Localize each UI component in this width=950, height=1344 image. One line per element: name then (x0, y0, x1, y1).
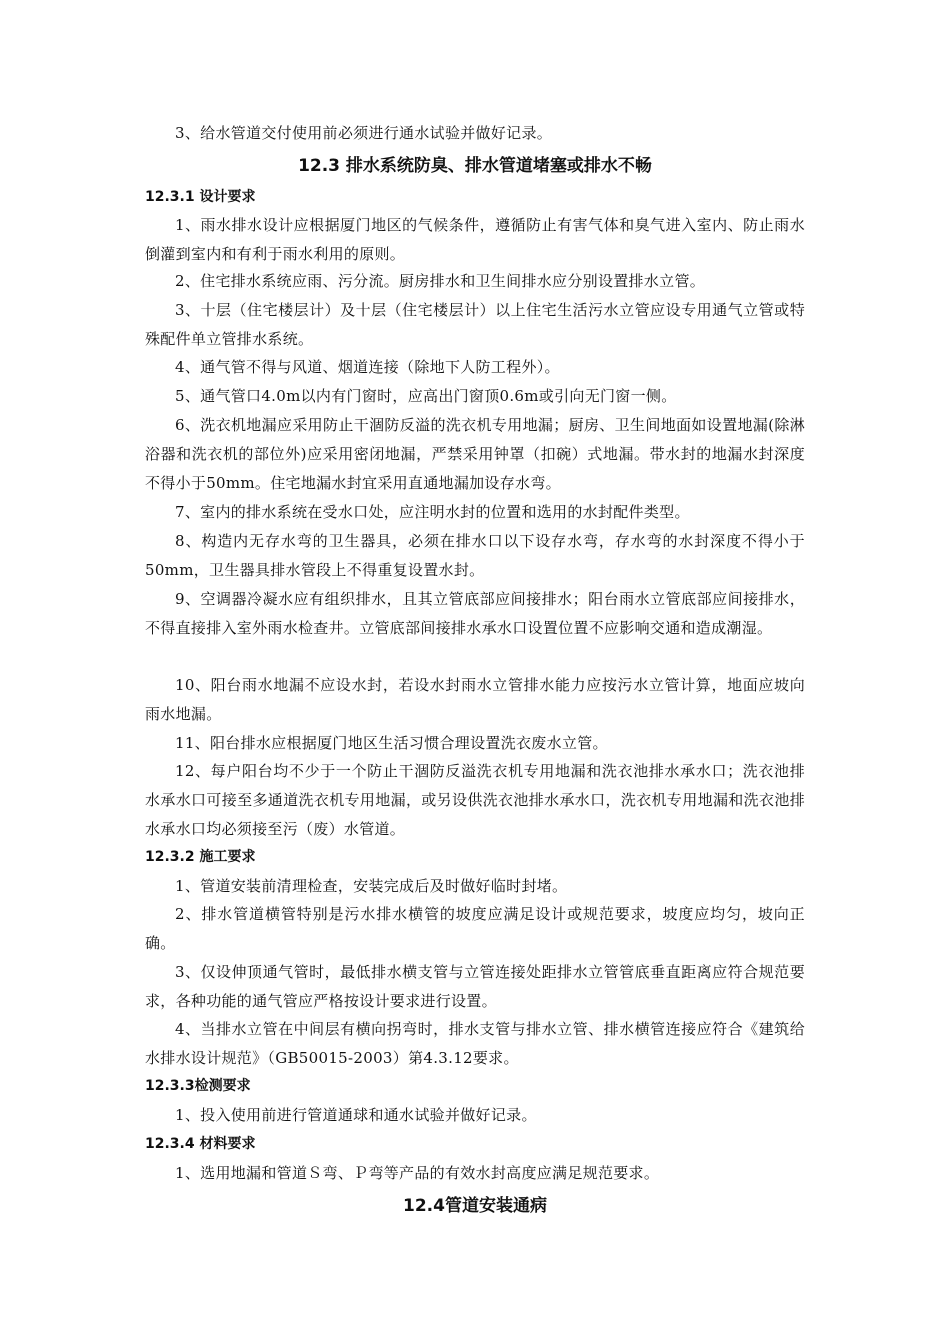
construction-item-3: 3、仅设伸顶通气管时，最低排水横支管与立管连接处距排水立管管底垂直距离应符合规范要求，各种功能的通气管应严格按设计要求进行设置。 (145, 963, 805, 1010)
subheading-12-3-2: 12.3.2 施工要求 (145, 849, 256, 865)
subheading-12-3-4: 12.3.4 材料要求 (145, 1136, 256, 1152)
section-heading-12-4: 12.4管道安装通病 (403, 1196, 547, 1216)
design-item-10: 10、阳台雨水地漏不应设水封，若设水封雨水立管排水能力应按污水立管计算，地面应坡向雨水地漏。 (145, 676, 805, 723)
design-item-3: 3、十层（住宅楼层计）及十层（住宅楼层计）以上住宅生活污水立管应设专用通气立管或特殊配件单立管排水系统。 (145, 301, 805, 348)
design-item-5: 5、通气管口4.0m以内有门窗时，应高出门窗顶0.6m或引向无门窗一侧。 (175, 387, 677, 405)
design-item-6: 6、洗衣机地漏应采用防止干涸防反溢的洗衣机专用地漏；厨房、卫生间地面如设置地漏(除淋浴器和洗衣机的部位外)应采用密闭地漏，严禁采用钟罩（扣碗）式地漏。带水封的地漏水封深度不得小于50mm。住宅地漏水封宜采用直通地漏加设存水弯。 (145, 416, 805, 492)
construction-item-2: 2、排水管道横管特别是污水排水横管的坡度应满足设计或规范要求，坡度应均匀，坡向正确。 (145, 905, 805, 952)
design-item-11: 11、阳台排水应根据厦门地区生活习惯合理设置洗衣废水立管。 (175, 734, 608, 752)
material-item-1: 1、选用地漏和管道Ｓ弯、Ｐ弯等产品的有效水封高度应满足规范要求。 (175, 1164, 660, 1182)
subheading-12-3-1: 12.3.1 设计要求 (145, 189, 256, 205)
subheading-12-3-3: 12.3.3检测要求 (145, 1078, 251, 1094)
section-heading-12-3: 12.3 排水系统防臭、排水管道堵塞或排水不畅 (298, 156, 652, 176)
paragraph-water-supply-test: 3、给水管道交付使用前必须进行通水试验并做好记录。 (175, 124, 553, 142)
design-item-4: 4、通气管不得与风道、烟道连接（除地下人防工程外）。 (175, 358, 560, 376)
design-item-2: 2、住宅排水系统应雨、污分流。厨房排水和卫生间排水应分别设置排水立管。 (175, 272, 706, 290)
design-item-12: 12、每户阳台均不少于一个防止干涸防反溢洗衣机专用地漏和洗衣池排水承水口；洗衣池排水承水口可接至多通道洗衣机专用地漏，或另设供洗衣池排水承水口，洗衣机专用地漏和洗衣池排水承水口均必须接至污（废）水管道。 (145, 762, 805, 838)
testing-item-1: 1、投入使用前进行管道通球和通水试验并做好记录。 (175, 1106, 537, 1124)
construction-item-1: 1、管道安装前清理检查，安装完成后及时做好临时封堵。 (175, 877, 568, 895)
design-item-1: 1、雨水排水设计应根据厦门地区的气候条件，遵循防止有害气体和臭气进入室内、防止雨水倒灌到室内和有利于雨水利用的原则。 (145, 216, 805, 263)
construction-item-4: 4、当排水立管在中间层有横向拐弯时，排水支管与排水立管、排水横管连接应符合《建筑给水排水设计规范》（GB50015-2003）第4.3.12要求。 (145, 1020, 805, 1067)
design-item-7: 7、室内的排水系统在受水口处，应注明水封的位置和选用的水封配件类型。 (175, 503, 690, 521)
design-item-8: 8、构造内无存水弯的卫生器具，必须在排水口以下设存水弯，存水弯的水封深度不得小于50mm，卫生器具排水管段上不得重复设置水封。 (145, 532, 805, 579)
design-item-9: 9、空调器冷凝水应有组织排水，且其立管底部应间接排水；阳台雨水立管底部应间接排水，不得直接排入室外雨水检查井。立管底部间接排水承水口设置位置不应影响交通和造成潮湿。 (145, 590, 805, 637)
